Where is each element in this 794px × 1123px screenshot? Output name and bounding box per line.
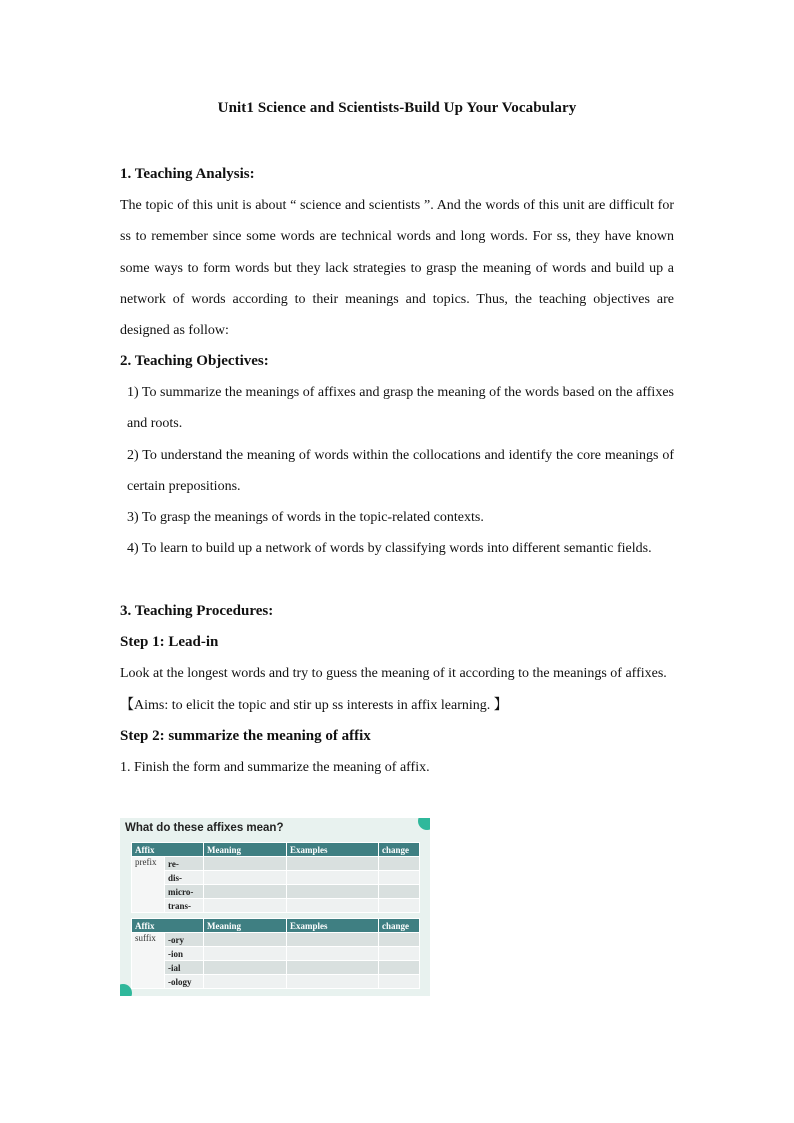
- section-heading: 3. Teaching Procedures:: [120, 603, 274, 619]
- change-cell[interactable]: [379, 871, 420, 885]
- table-row: [132, 933, 420, 947]
- header-examples: Examples: [287, 919, 379, 933]
- examples-cell[interactable]: [287, 961, 379, 975]
- header-change: change: [379, 919, 420, 933]
- change-cell[interactable]: [379, 975, 420, 989]
- step1-heading: Step 1: Lead-in: [120, 634, 219, 651]
- section-teaching-procedures: [120, 596, 674, 783]
- meaning-cell[interactable]: [204, 947, 287, 961]
- table-header-row: [132, 843, 420, 857]
- affix-cell: micro-: [165, 885, 204, 899]
- meaning-cell[interactable]: [204, 857, 287, 871]
- meaning-cell[interactable]: [204, 885, 287, 899]
- table-row: [132, 857, 420, 871]
- objective-item: 3) To grasp the meanings of words in the topic-related contexts.: [127, 510, 484, 525]
- affix-cell: -ory: [165, 933, 204, 947]
- examples-cell[interactable]: [287, 885, 379, 899]
- header-change: change: [379, 843, 420, 857]
- objective-item: 2) To understand the meaning of words within the collocations and identify the core meanings of certain prepositions.: [127, 448, 674, 495]
- step2-heading: Step 2: summarize the meaning of affix: [120, 727, 371, 744]
- slide-title: What do these affixes mean?: [125, 822, 284, 834]
- examples-cell[interactable]: [287, 899, 379, 913]
- table-header-row: [132, 919, 420, 933]
- prefix-label: prefix: [132, 857, 165, 913]
- examples-cell[interactable]: [287, 857, 379, 871]
- analysis-paragraph: The topic of this unit is about “ science and scientists ”. And the words of this unit are difficult for ss to remember since some words are technical words and long words. For ss, they have known some ways to form words but they lack strategies to grasp the meaning of words and build up a network of words according to their meanings and topics. Thus, the teaching objectives are designed as follow:: [120, 198, 674, 339]
- header-meaning: Meaning: [204, 919, 287, 933]
- affix-cell: -ion: [165, 947, 204, 961]
- meaning-cell[interactable]: [204, 975, 287, 989]
- prefix-table: [131, 842, 420, 913]
- section-heading: 1. Teaching Analysis:: [120, 166, 255, 182]
- change-cell[interactable]: [379, 961, 420, 975]
- table-row: [132, 961, 420, 975]
- header-meaning: Meaning: [204, 843, 287, 857]
- meaning-cell[interactable]: [204, 961, 287, 975]
- step1-text: Look at the longest words and try to guess the meaning of it according to the meanings of affixes.: [120, 666, 667, 682]
- examples-cell[interactable]: [287, 933, 379, 947]
- affix-cell: -ial: [165, 961, 204, 975]
- examples-cell[interactable]: [287, 975, 379, 989]
- header-examples: Examples: [287, 843, 379, 857]
- examples-cell[interactable]: [287, 947, 379, 961]
- change-cell[interactable]: [379, 857, 420, 871]
- meaning-cell[interactable]: [204, 871, 287, 885]
- affix-cell: -ology: [165, 975, 204, 989]
- step1-aims: 【Aims: to elicit the topic and stir up ss interests in affix learning. 】: [120, 697, 508, 713]
- suffix-label: suffix: [132, 933, 165, 989]
- meaning-cell[interactable]: [204, 899, 287, 913]
- table-row: [132, 871, 420, 885]
- change-cell[interactable]: [379, 933, 420, 947]
- affix-slide-image: [120, 818, 430, 996]
- section-teaching-analysis: [120, 159, 674, 377]
- change-cell[interactable]: [379, 899, 420, 913]
- document-title: Unit1 Science and Scientists-Build Up Your Vocabulary: [217, 100, 577, 116]
- objective-item: 4) To learn to build up a network of words by classifying words into different semantic fields.: [127, 541, 652, 556]
- section-heading: 2. Teaching Objectives:: [120, 353, 269, 370]
- objective-item: 1) To summarize the meanings of affixes and grasp the meaning of the words based on the affixes and roots.: [127, 385, 674, 432]
- table-row: [132, 947, 420, 961]
- affix-cell: dis-: [165, 871, 204, 885]
- change-cell[interactable]: [379, 885, 420, 899]
- examples-cell[interactable]: [287, 871, 379, 885]
- step2-text: 1. Finish the form and summarize the meaning of affix.: [120, 760, 430, 776]
- change-cell[interactable]: [379, 947, 420, 961]
- table-row: [132, 885, 420, 899]
- affix-cell: trans-: [165, 899, 204, 913]
- header-affix: Affix: [132, 843, 204, 857]
- table-row: [132, 899, 420, 913]
- meaning-cell[interactable]: [204, 933, 287, 947]
- affix-cell: re-: [165, 857, 204, 871]
- header-affix: Affix: [132, 919, 204, 933]
- suffix-table: [131, 918, 420, 989]
- decor-dot: [418, 818, 430, 830]
- table-row: [132, 975, 420, 989]
